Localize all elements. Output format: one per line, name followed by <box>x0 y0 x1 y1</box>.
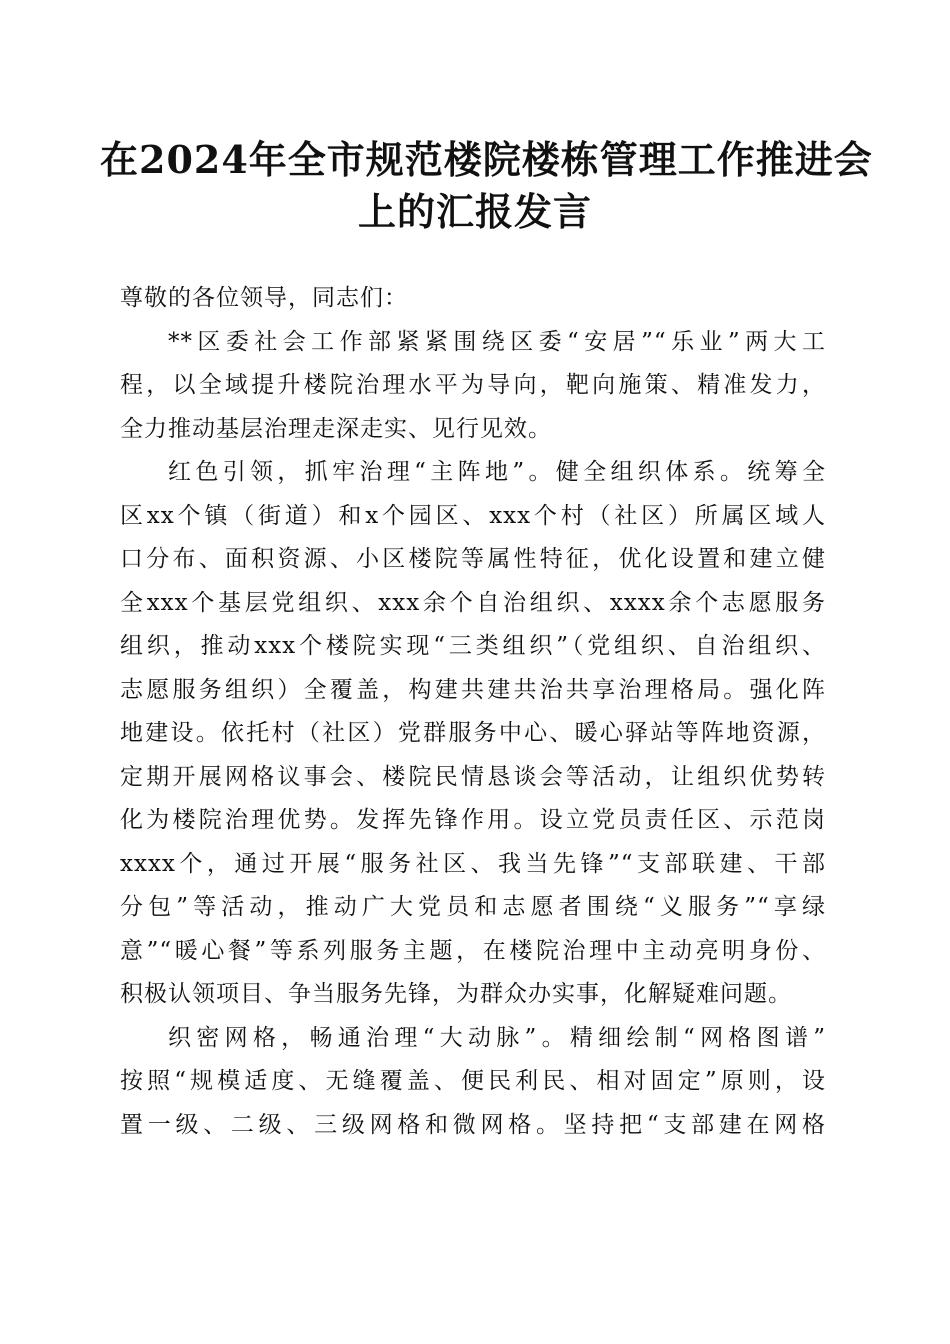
text-line: 程，以全域提升楼院治理水平为导向，靶向施策、精准发力， <box>120 372 826 398</box>
text-line: 按照“规模适度、无缝覆盖、便民利民、相对固定”原则，设 <box>120 1068 826 1094</box>
text-line: 积极认领项目、争当服务先锋，为群众办实事，化解疑难问题。 <box>120 981 792 1007</box>
text-line: 全xxx个基层党组织、xxx余个自治组织、xxxx余个志愿服务 <box>120 589 826 616</box>
text-line: **区委社会工作部紧紧围绕区委“安居”“乐业”两大工 <box>168 328 826 355</box>
text-line: 地建设。依托村（社区）党群服务中心、暖心驿站等阵地资源， <box>120 720 826 746</box>
title-line: 在2024年全市规范楼院楼栋管理工作推进会 <box>100 137 873 182</box>
text-line: 定期开展网格议事会、楼院民情恳谈会等活动，让组织优势转 <box>120 763 826 790</box>
text-line: 化为楼院治理优势。发挥先锋作用。设立党员责任区、示范岗 <box>120 807 826 833</box>
document-title <box>100 134 873 238</box>
paragraph-grid <box>120 1017 826 1148</box>
text-line: 意”“暖心餐”等系列服务主题，在楼院治理中主动亮明身份、 <box>120 937 826 964</box>
paragraph-intro <box>120 321 826 452</box>
text-line: xxxx个，通过开展“服务社区、我当先锋”“支部联建、干部 <box>120 850 826 877</box>
paragraph-red-leadership <box>120 451 826 1017</box>
text-line: 全力推动基层治理走深走实、见行见效。 <box>120 415 552 442</box>
salutation: 尊敬的各位领导，同志们： <box>120 285 408 311</box>
document-body <box>120 277 826 1147</box>
title-line: 上的汇报发言 <box>357 189 592 234</box>
text-line: 组织，推动xxx个楼院实现“三类组织”（党组织、自治组织、 <box>120 633 826 659</box>
text-line: 红色引领，抓牢治理“主阵地”。健全组织体系。统筹全 <box>168 459 826 485</box>
text-line: 分包”等活动，推动广大党员和志愿者围绕“义服务”“享绿 <box>120 894 826 920</box>
text-line: 置一级、二级、三级网格和微网格。坚持把“支部建在网格 <box>120 1111 826 1138</box>
text-line: 区xx个镇（街道）和x个园区、xxx个村（社区）所属区域人 <box>120 502 826 529</box>
text-line: 织密网格，畅通治理“大动脉”。精细绘制“网格图谱” <box>168 1024 826 1051</box>
text-line: 口分布、面积资源、小区楼院等属性特征，优化设置和建立健 <box>120 546 826 572</box>
text-line: 志愿服务组织）全覆盖，构建共建共治共享治理格局。强化阵 <box>120 676 826 703</box>
